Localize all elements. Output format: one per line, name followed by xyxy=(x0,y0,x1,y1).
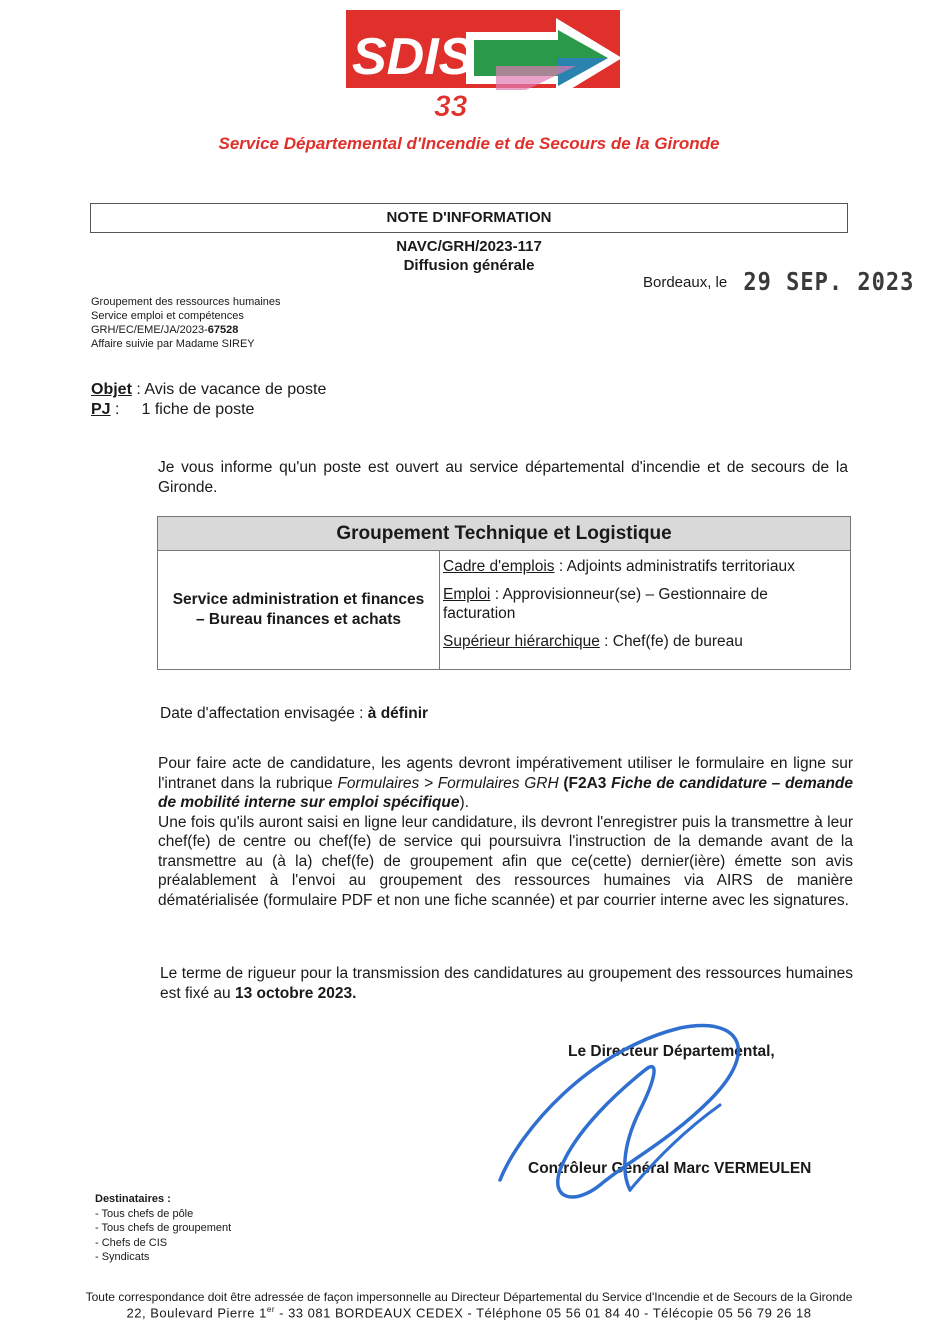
destinataires xyxy=(95,1192,231,1265)
footer-notice: Toute correspondance doit être adressée de façon impersonnelle au Directeur Départemental du Service d'Incendie et de Secours de la Gironde xyxy=(85,1290,853,1304)
destinataire-item: - Tous chefs de groupement xyxy=(95,1222,232,1234)
job-service xyxy=(158,551,440,669)
job-table xyxy=(157,516,851,670)
signatory-name: Contrôleur Général Marc VERMEULEN xyxy=(528,1160,812,1177)
footer-address-rest: - 33 081 BORDEAUX CEDEX - Téléphone 05 56 01 84 40 - Télécopie 05 56 79 26 18 xyxy=(275,1305,812,1321)
destinataire-item: - Chefs de CIS xyxy=(95,1236,168,1249)
objet-block xyxy=(91,380,326,420)
signature-title: Le Directeur Départemental, xyxy=(568,1043,775,1060)
date-label: Bordeaux, le xyxy=(643,274,728,291)
job-superieur xyxy=(443,632,843,652)
terme-paragraph xyxy=(160,964,853,1003)
cadre-value: : Adjoints administratifs territoriaux xyxy=(554,558,795,575)
date-affectation-label: Date d'affectation envisagée : xyxy=(160,705,368,722)
destinataire-item: - Syndicats xyxy=(95,1251,150,1263)
terme-date: 13 octobre 2023. xyxy=(234,984,357,1002)
sup-label: Supérieur hiérarchique xyxy=(443,632,600,650)
objet-sep: : xyxy=(131,381,145,398)
date-affectation xyxy=(160,705,428,723)
candidature-paragraph xyxy=(158,754,853,910)
terme-text: Le terme de rigueur pour la transmission des candidatures au groupement des ressources humaines est fixé au xyxy=(160,965,853,1002)
candidature-form-code: (F2A3 xyxy=(558,774,612,792)
pj-label: PJ xyxy=(91,401,111,418)
footer-address-sup: er xyxy=(266,1305,276,1314)
sender-line: Groupement des ressources humaines xyxy=(91,296,281,308)
intro-paragraph: Je vous informe qu'un poste est ouvert au service départemental d'incendie et de secours de la Gironde. xyxy=(158,459,848,496)
job-emploi xyxy=(443,585,843,624)
pj-sep: : xyxy=(110,401,120,418)
pj-value: 1 fiche de poste xyxy=(141,401,255,418)
sender-ref-prefix: GRH/EC/EME/JA/2023- xyxy=(91,324,208,336)
handwritten-signature xyxy=(480,1010,780,1210)
sdis-logo xyxy=(346,10,626,126)
objet-value: Avis de vacance de poste xyxy=(144,381,327,398)
destinataire-item: - Tous chefs de pôle xyxy=(95,1207,194,1220)
note-diffusion: Diffusion générale xyxy=(403,257,535,274)
sender-reference xyxy=(91,323,281,337)
footer-address-street: 22, Boulevard Pierre 1 xyxy=(126,1305,267,1321)
service-name: Service Départemental d'Incendie et de Secours de la Gironde xyxy=(218,134,720,153)
footer-address xyxy=(0,1305,938,1320)
emploi-label: Emploi xyxy=(443,585,491,603)
logo-number: 33 xyxy=(434,90,468,123)
emploi-value: : Approvisionneur(se) – Gestionnaire de facturation xyxy=(443,585,768,622)
objet-label: Objet xyxy=(91,381,132,398)
sender-line: Service emploi et compétences xyxy=(91,310,244,322)
sender-line: Affaire suivie par Madame SIREY xyxy=(91,338,255,350)
candidature-form-name: Fiche de candidature – demande de mobilité interne sur emploi spécifique xyxy=(158,774,854,811)
candidature-rubrique: Formulaires > Formulaires GRH xyxy=(337,774,559,792)
candidature-procedure: Une fois qu'ils auront saisi en ligne leur candidature, ils devront l'enregistrer puis la transmettre à leur chef(fe) de centre ou chef(fe) de service qui poursuivra l'instruction de la demande avant de la transmettre au (à la) chef(fe) de groupement afin que ce(cette) dernier(ière) émette son avis préalablement à l'envoi au groupement des ressources humaines via AIRS de manière dématérialisée (formulaire PDF et non une fiche scannée) et par courrier interne avec les signatures. xyxy=(158,813,853,909)
date-stamp: 29 SEP. 2023 xyxy=(743,268,915,297)
logo-text: SDIS xyxy=(352,28,474,86)
job-table-header: Groupement Technique et Logistique xyxy=(158,517,850,551)
sup-value: : Chef(fe) de bureau xyxy=(599,632,743,650)
sender-block xyxy=(91,295,281,351)
note-reference: NAVC/GRH/2023-117 xyxy=(396,238,542,255)
job-details xyxy=(443,557,843,659)
job-service-text: Service administration et finances – Bureau finances et achats xyxy=(172,591,425,628)
candidature-text: Pour faire acte de candidature, les agents devront impérativement utiliser le formulaire en ligne sur l'intranet dans la rubrique xyxy=(158,755,853,792)
candidature-close: ). xyxy=(459,794,469,811)
job-cadre xyxy=(443,557,843,577)
sender-ref-number: 67528 xyxy=(207,324,239,336)
date-line xyxy=(643,270,914,295)
date-affectation-value: à définir xyxy=(367,705,429,722)
destinataires-title: Destinataires : xyxy=(95,1193,171,1205)
cadre-label: Cadre d'emplois xyxy=(443,558,555,575)
note-title: NOTE D'INFORMATION xyxy=(90,203,848,233)
